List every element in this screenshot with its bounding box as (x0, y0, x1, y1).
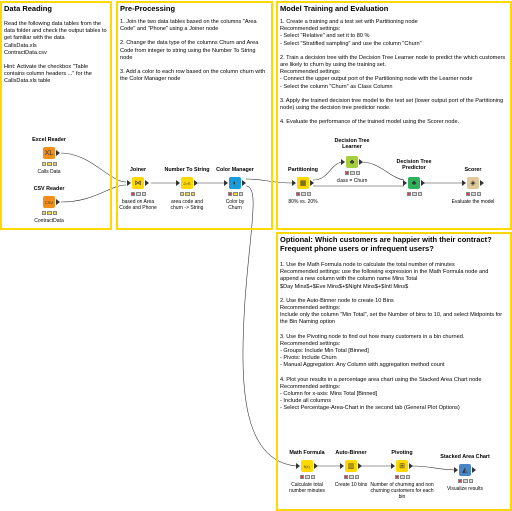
status-light (477, 192, 481, 196)
status-light (142, 192, 146, 196)
output-port[interactable] (472, 467, 476, 473)
node-status-lights (42, 211, 57, 215)
output-port[interactable] (409, 463, 413, 469)
pivoting-icon: ⊞ (399, 463, 405, 470)
input-port[interactable] (224, 180, 228, 186)
status-light (233, 192, 237, 196)
math-formula-icon: f(x) (304, 463, 310, 469)
annotation-text: - Include all columns (280, 398, 331, 405)
status-light (47, 211, 51, 215)
auto-binner-icon: ▥ (347, 463, 355, 470)
annotation-text: Recommended settings: (280, 383, 341, 390)
annotation-text: - Pivots: Include Churn (280, 355, 337, 362)
dt-learner-icon: ♣ (349, 158, 355, 166)
output-port[interactable] (359, 159, 363, 165)
node-body[interactable] (301, 460, 313, 472)
node-label: Color by Churn (225, 199, 245, 211)
annotation-text: Recommended settings: (280, 340, 341, 347)
annotation-text: 1. Create a training and a test set with Partitioning node (280, 19, 418, 25)
status-light (349, 475, 353, 479)
status-light (350, 171, 354, 175)
status-light (191, 192, 195, 196)
output-port[interactable] (314, 463, 318, 469)
annotation-text: - Column for x-axis: Mins Total [Binned] (280, 391, 378, 398)
input-port[interactable] (292, 180, 296, 186)
node-label: ContractData (34, 218, 64, 224)
node-body[interactable] (229, 177, 241, 189)
node-body[interactable] (346, 156, 358, 168)
status-light (471, 192, 475, 196)
input-port[interactable] (296, 463, 300, 469)
node-label: Calculate total number minutes (289, 482, 325, 494)
annotation-title: Data Reading (4, 4, 52, 13)
node-title: Pivoting (391, 450, 413, 456)
node-status-lights (131, 192, 146, 196)
status-light (296, 192, 300, 196)
annotation-text: 2. Train a decision tree with the Decision Tree Learner node to predict the which customers are likely to churn by using the training set. (280, 54, 506, 69)
annotation-text: Recommended settings: (280, 26, 341, 33)
node-title: Number To String (164, 167, 210, 173)
status-light (185, 192, 189, 196)
node-title: Decision Tree Predictor (396, 159, 432, 171)
annotation-text: Read the following data tables from the data folder and check the output tables to get familiar with the data (4, 21, 107, 42)
dt-predictor-icon: ♣ (411, 179, 417, 187)
annotation-text: CallsData.xls (4, 42, 37, 49)
annotation-body (4, 21, 107, 86)
annotation-text: 3. Add a color to each row based on the column churn with the Color Manager node (120, 69, 266, 83)
node-label: Create 10 bins (334, 482, 368, 488)
status-light (311, 475, 315, 479)
node-label: class = Churn (336, 178, 368, 184)
annotation-title: Model Training and Evaluation (280, 4, 389, 13)
input-port[interactable] (403, 180, 407, 186)
node-label: Visualize results (446, 486, 484, 492)
status-light (53, 211, 57, 215)
node-label: 80% vs. 20% (288, 199, 318, 205)
status-light (466, 192, 470, 196)
annotation-text: - Manual Aggregation: Any Column with aggregation method count (280, 362, 445, 369)
annotation-title: Optional: Which customers are happier with their contract? Frequent phone users or infrequent users? (280, 235, 492, 253)
node-label: based on Area Code and Phone (119, 199, 157, 211)
status-light (47, 162, 51, 166)
node-title: CSV Reader (33, 186, 65, 192)
status-light (355, 475, 359, 479)
number-to-string-icon: 2>S (183, 180, 191, 186)
node-status-lights (345, 171, 360, 175)
partitioning-icon: ▦ (299, 180, 307, 187)
status-light (307, 192, 311, 196)
annotation-text: 1. Use the Math Formula node to calculate the total number of minutes (280, 262, 455, 268)
input-port[interactable] (341, 159, 345, 165)
annotation-text: 3. Use the Pivoting node to find out how many customers in a bin churned. (280, 333, 465, 340)
node-body[interactable] (396, 460, 408, 472)
annotation-text: 2. Change the data type of the columns Churn and Area Code from integer to string using the Number To String node (120, 40, 259, 61)
status-light (300, 475, 304, 479)
node-title: Excel Reader (32, 137, 66, 143)
output-port[interactable] (56, 150, 60, 156)
status-light (305, 475, 309, 479)
status-light (418, 192, 422, 196)
input-port[interactable] (391, 463, 395, 469)
csv-reader-icon: CSV (44, 199, 54, 205)
output-port[interactable] (310, 180, 314, 186)
annotation-text: - Select Percentage-Area-Chart in the second tab (General Plot Options) (280, 405, 460, 412)
status-light (400, 475, 404, 479)
color-manager-icon: ◐ (232, 179, 238, 187)
status-light (345, 171, 349, 175)
node-label: Evaluate the model (451, 199, 495, 205)
node-title: Partitioning (288, 167, 318, 173)
input-port[interactable] (462, 180, 466, 186)
output-port[interactable] (358, 463, 362, 469)
annotation-body (120, 19, 268, 90)
status-light (228, 192, 232, 196)
node-label: area code and churn -> String (170, 199, 204, 211)
node-body[interactable] (408, 177, 420, 189)
node-body[interactable] (345, 460, 357, 472)
node-body[interactable] (132, 177, 144, 189)
output-port[interactable] (421, 180, 425, 186)
annotation-text: Recommended settings: (280, 305, 341, 312)
input-port[interactable] (127, 180, 131, 186)
status-light (356, 171, 360, 175)
status-light (469, 479, 473, 483)
node-label: Number of churning and non churning customers for each bin (370, 482, 434, 500)
annotation-text: - Groups: Include Min Total [Binned] (280, 348, 369, 355)
status-light (395, 475, 399, 479)
output-port[interactable] (194, 180, 198, 186)
scorer-icon: ◈ (470, 180, 476, 187)
status-light (458, 479, 462, 483)
status-light (239, 192, 243, 196)
annotation-text: Include only the column "Min Total", set the Number of bins to 10, and select Midpoints for the Bin Naming option (280, 312, 503, 326)
annotation-text: Hint: Activate the checkbox "Table contains column headers ..." for the CallsData.xls table (4, 64, 92, 85)
status-light (53, 162, 57, 166)
node-title: Auto-Binner (335, 450, 367, 456)
node-title: Decision Tree Learner (334, 138, 370, 150)
node-status-lights (228, 192, 243, 196)
annotation-data-reading (0, 1, 112, 230)
node-status-lights (407, 192, 422, 196)
node-status-lights (42, 162, 57, 166)
node-status-lights (300, 475, 315, 479)
annotation-text: 2. Use the Auto-Binner node to create 10 Bins (280, 297, 394, 304)
node-status-lights (296, 192, 311, 196)
status-light (406, 475, 410, 479)
node-title: Math Formula (289, 450, 325, 456)
node-body[interactable] (43, 196, 55, 208)
output-port[interactable] (145, 180, 149, 186)
excel-reader-icon: XL (44, 149, 54, 157)
annotation-body (280, 262, 507, 413)
node-body[interactable] (459, 464, 471, 476)
node-status-lights (395, 475, 410, 479)
status-light (180, 192, 184, 196)
output-port[interactable] (480, 180, 484, 186)
annotation-text: Recommended settings: (280, 69, 341, 76)
annotation-title: Pre-Processing (120, 4, 176, 13)
node-title: Joiner (129, 167, 147, 173)
joiner-icon: ⋈ (134, 180, 142, 187)
annotation-text: - Select "Stratified sampling" and use the column "Churn" (280, 40, 422, 47)
input-port[interactable] (176, 180, 180, 186)
node-title: Scorer (464, 167, 482, 173)
input-port[interactable] (340, 463, 344, 469)
node-body[interactable] (297, 177, 309, 189)
status-light (412, 192, 416, 196)
node-body[interactable] (181, 177, 193, 189)
status-light (136, 192, 140, 196)
annotation-text: Recommended settings: use the following expression in the Math Formula node and append a new column with the column name Mins Total (280, 269, 489, 283)
status-light (131, 192, 135, 196)
output-port[interactable] (242, 180, 246, 186)
node-title: Color Manager (216, 167, 254, 173)
status-light (463, 479, 467, 483)
node-body[interactable] (43, 147, 55, 159)
status-light (344, 475, 348, 479)
output-port[interactable] (56, 199, 60, 205)
status-light (42, 211, 46, 215)
annotation-text: ContractData.csv (4, 49, 47, 56)
annotation-text: - Connect the upper output port of the Partitioning node with the Learner node (280, 76, 473, 83)
node-label: Calls Data (37, 169, 61, 175)
input-port[interactable] (454, 467, 458, 473)
node-status-lights (466, 192, 481, 196)
node-title: Stacked Area Chart (440, 454, 490, 460)
annotation-text: - Select the column "Churn" as Class Column (280, 83, 393, 90)
annotation-text: - Select "Relative" and set it to 80 % (280, 33, 370, 40)
annotation-text: 4. Evaluate the performance of the trained model using the Scorer node. (280, 119, 460, 126)
node-status-lights (458, 479, 473, 483)
annotation-text: 4. Plot your results in a percentage area chart using the Stacked Area Chart node (280, 376, 482, 383)
annotation-body (280, 19, 507, 126)
status-light (42, 162, 46, 166)
stacked-area-icon: ◭ (462, 467, 468, 474)
status-light (301, 192, 305, 196)
node-body[interactable] (467, 177, 479, 189)
annotation-text: 1. Join the two data tables based on the columns "Area Code" and "Phone" using a Joiner node (120, 19, 257, 33)
status-light (407, 192, 411, 196)
annotation-text: $Day Mins$+$Eve Mins$+$Night Mins$+$Intl Mins$ (280, 283, 409, 290)
node-status-lights (180, 192, 195, 196)
node-status-lights (344, 475, 359, 479)
annotation-text: 3. Apply the trained decision tree model to the test set (lower output port of the Partitioning node) using the decision tree predictor node. (280, 97, 504, 112)
